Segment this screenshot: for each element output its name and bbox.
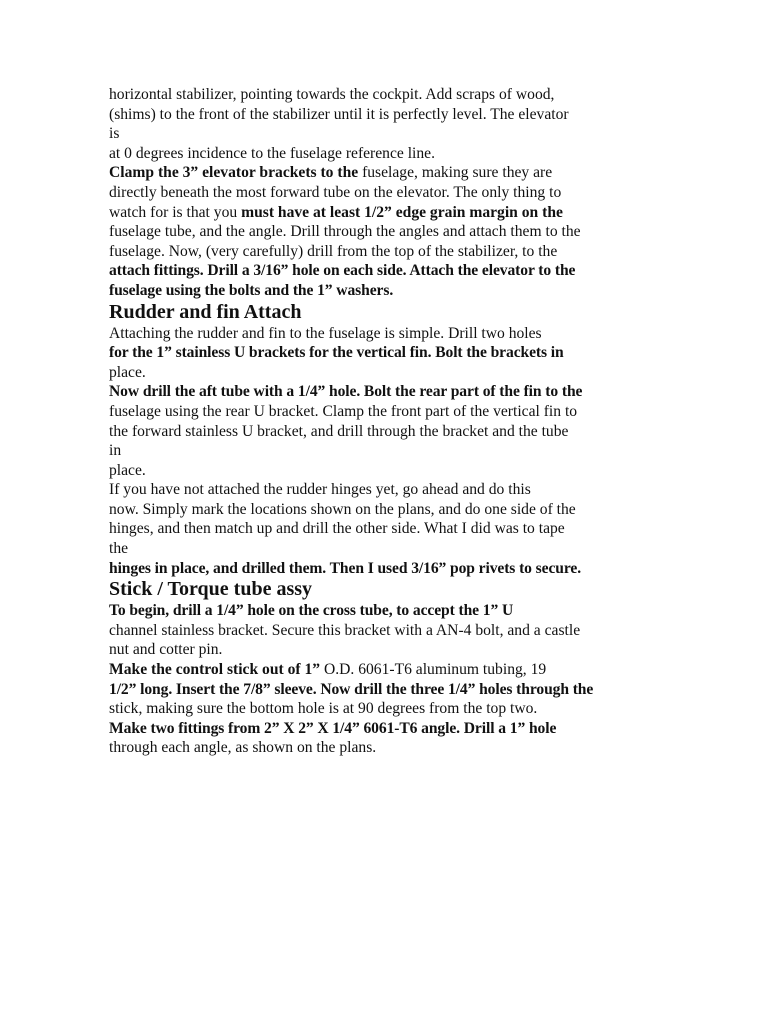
text-line: fuselage. Now, (very carefully) drill from the top of the stabilizer, to the <box>109 242 558 260</box>
text-line: Make two fittings from 2” X 2” X 1/4” 6061-T6 angle. Drill a 1” hole <box>109 719 557 737</box>
text-line: attach fittings. Drill a 3/16” hole on each side. Attach the elevator to the <box>109 262 576 280</box>
text-line: in <box>109 442 122 460</box>
section-heading: Stick / Torque tube assy <box>109 578 313 601</box>
text-line: fuselage using the bolts and the 1” washers. <box>109 281 394 299</box>
text-line: Now drill the aft tube with a 1/4” hole. Bolt the rear part of the fin to the <box>109 383 583 401</box>
text-line: Attaching the rudder and fin to the fuselage is simple. Drill two holes <box>109 324 542 342</box>
regular-text: O.D. 6061-T6 aluminum tubing, 19 <box>320 661 547 679</box>
text-line: nut and cotter pin. <box>109 641 223 659</box>
text-line: horizontal stabilizer, pointing towards the cockpit. Add scraps of wood, <box>109 86 555 103</box>
bold-text: Make the control stick out of 1” <box>109 661 321 679</box>
regular-text: watch for is that you <box>109 203 242 221</box>
text-line: the forward stainless U bracket, and drill through the bracket and the tube <box>109 422 569 440</box>
document-page <box>109 85 669 758</box>
regular-text: fuselage, making sure they are <box>358 164 553 182</box>
text-line: directly beneath the most forward tube on the elevator. The only thing to <box>109 183 562 201</box>
text-line: stick, making sure the bottom hole is at 90 degrees from the top two. <box>109 700 538 718</box>
text-line: through each angle, as shown on the plans. <box>109 739 377 757</box>
text-line: (shims) to the front of the stabilizer until it is perfectly level. The elevator <box>109 105 569 123</box>
text-line: now. Simply mark the locations shown on the plans, and do one side of the <box>109 500 576 518</box>
text-line: If you have not attached the rudder hinges yet, go ahead and do this <box>109 481 531 499</box>
bold-text: Clamp the 3” elevator brackets to the <box>109 164 359 182</box>
text-line: To begin, drill a 1/4” hole on the cross tube, to accept the 1” U <box>109 602 514 620</box>
text-line: is <box>109 125 120 143</box>
text-line: fuselage tube, and the angle. Drill through the angles and attach them to the <box>109 223 581 241</box>
text-line: hinges, and then match up and drill the other side. What I did was to tape <box>109 520 565 538</box>
text-line: for the 1” stainless U brackets for the vertical fin. Bolt the brackets in <box>109 344 564 362</box>
text-line: the <box>109 540 129 558</box>
text-line <box>109 660 669 680</box>
text-line: fuselage using the rear U bracket. Clamp the front part of the vertical fin to <box>109 402 578 420</box>
bold-text: must have at least 1/2” edge grain margin on the <box>241 203 563 221</box>
text-line <box>109 203 669 223</box>
text-line: place. <box>109 363 146 381</box>
text-line <box>109 163 669 183</box>
text-line: at 0 degrees incidence to the fuselage reference line. <box>109 144 435 162</box>
text-line: channel stainless bracket. Secure this bracket with a AN-4 bolt, and a castle <box>109 621 581 639</box>
text-line: place. <box>109 461 146 479</box>
text-line: 1/2” long. Insert the 7/8” sleeve. Now drill the three 1/4” holes through the <box>109 680 594 698</box>
section-heading: Rudder and fin Attach <box>109 300 302 323</box>
text-line: hinges in place, and drilled them. Then I used 3/16” pop rivets to secure. <box>109 559 582 577</box>
